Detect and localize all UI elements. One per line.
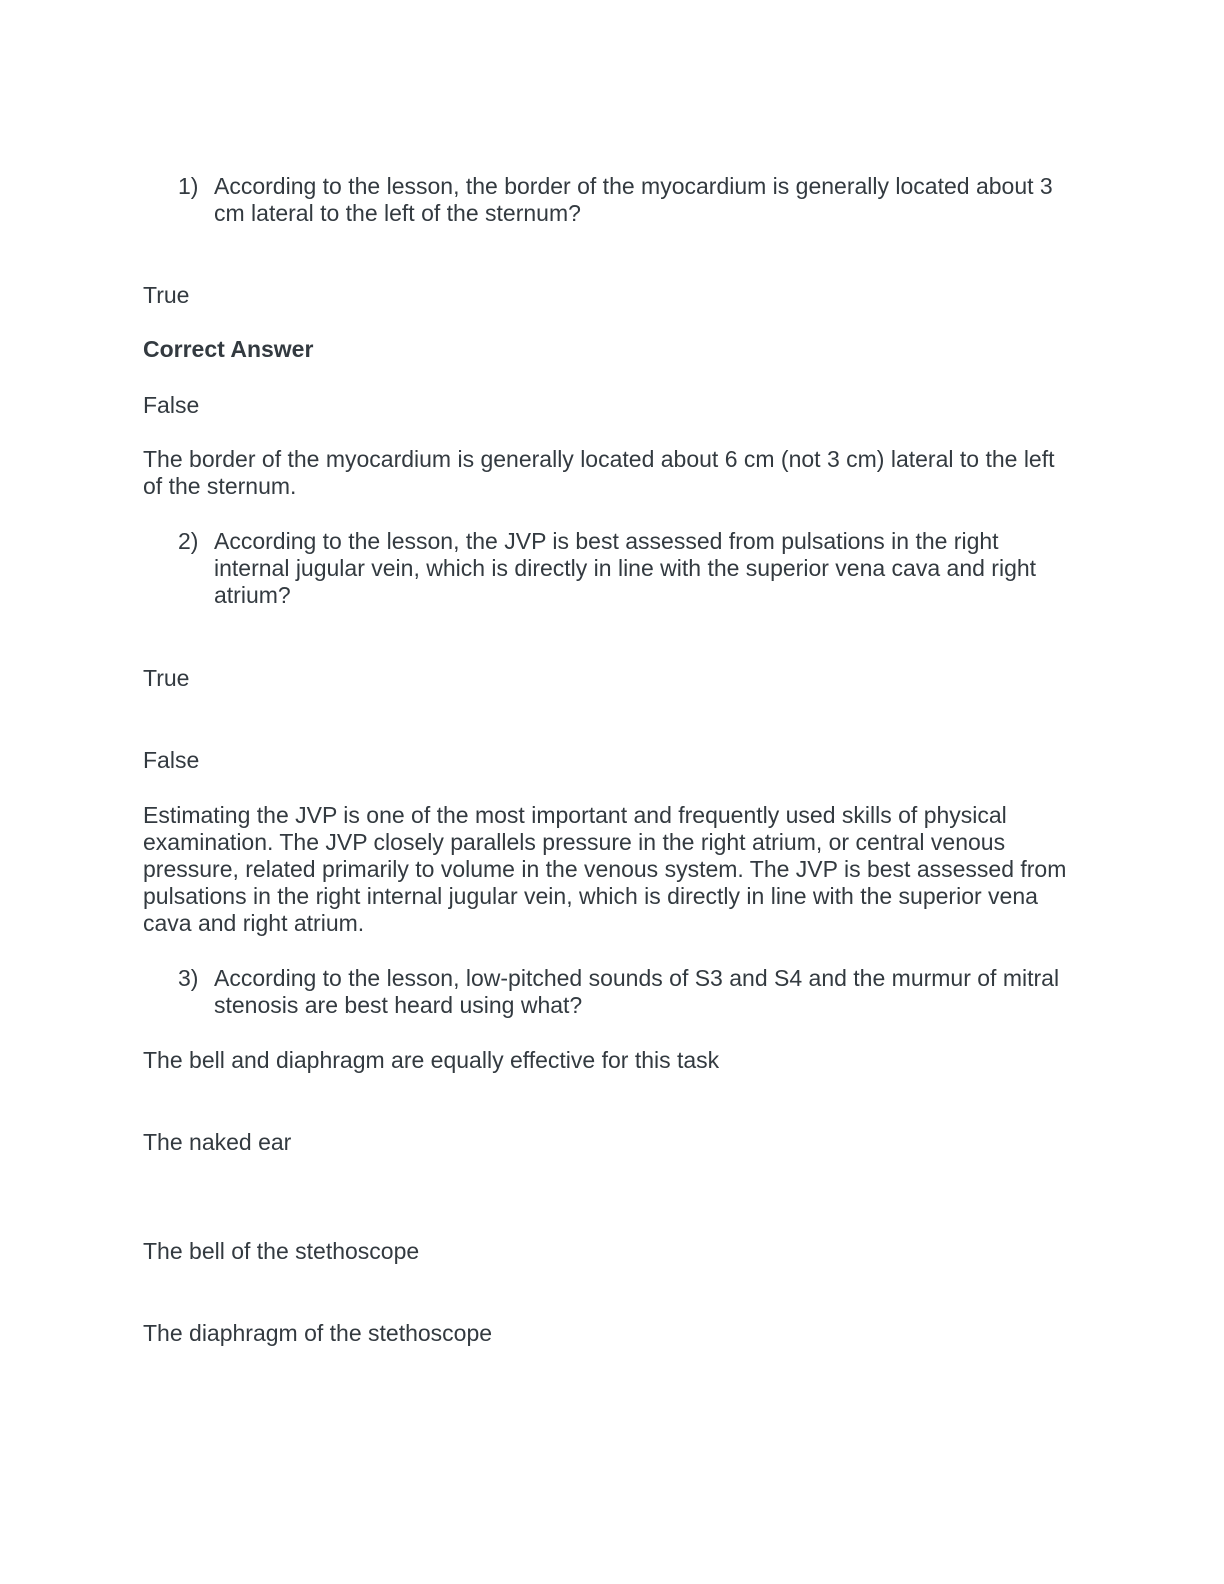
answer-option: The bell and diaphragm are equally effective for this task (143, 1047, 720, 1073)
question-number: 3) (178, 965, 199, 991)
answer-explanation: Estimating the JVP is one of the most important and frequently used skills of physical examination. The JVP closely parallels pressure in the right atrium, or central venous pressure, related primarily to volume in the venous system. The JVP is best assessed from pulsations in the right internal jugular vein, which is directly in line with the superior vena cava and right atrium. (143, 802, 1067, 936)
question-number: 1) (178, 173, 199, 199)
answer-option: The bell of the stethoscope (143, 1238, 420, 1264)
answer-option: False (143, 747, 200, 773)
answer-option: The naked ear (143, 1129, 292, 1155)
question-2 (178, 528, 1068, 609)
question-text: According to the lesson, low-pitched sounds of S3 and S4 and the murmur of mitral stenosis are best heard using what? (214, 965, 1060, 1018)
question-1 (178, 173, 1068, 227)
answer-option: True (143, 282, 190, 308)
answer-option: True (143, 665, 190, 691)
answer-explanation: The border of the myocardium is generally located about 6 cm (not 3 cm) lateral to the left of the sternum. (143, 446, 1055, 499)
question-3 (178, 965, 1068, 1019)
question-text: According to the lesson, the border of the myocardium is generally located about 3 cm lateral to the left of the sternum? (214, 173, 1053, 226)
correct-answer-label: Correct Answer (143, 336, 314, 362)
question-number: 2) (178, 528, 199, 554)
answer-option: The diaphragm of the stethoscope (143, 1320, 493, 1346)
question-text: According to the lesson, the JVP is best assessed from pulsations in the right internal jugular vein, which is directly in line with the superior vena cava and right atrium? (214, 528, 1037, 608)
correct-answer-option: False (143, 392, 200, 418)
